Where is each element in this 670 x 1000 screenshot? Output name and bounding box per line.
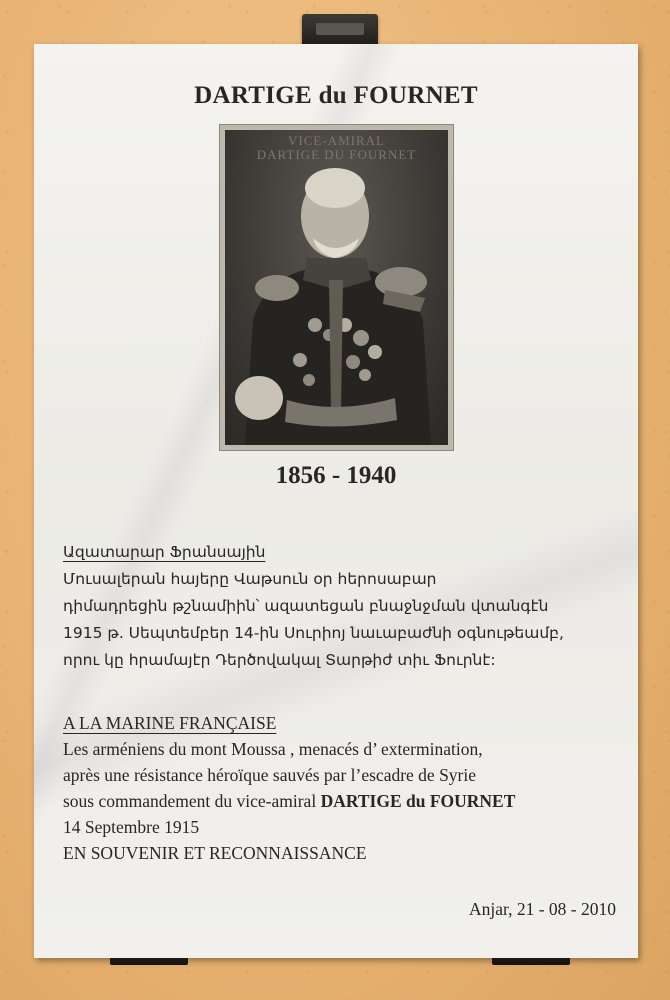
armenian-line-1: Մուսալերան հայերը Վաթսուն օր հերոսաբար — [63, 570, 437, 588]
armenian-line-3: 1915 թ. Սեպտեմբեր 14-ին Սուրիոյ նաւաբաժնի օգնութեամբ, — [63, 624, 564, 642]
memorial-plaque — [34, 44, 638, 958]
french-line-3 — [63, 788, 623, 814]
plaque-title: DARTIGE du FOURNET — [194, 82, 478, 109]
french-inscription — [63, 710, 623, 866]
french-line-4: 14 Septembre 1915 — [63, 817, 200, 837]
portrait-caption-line2: DARTIGE DU FOURNET — [256, 147, 417, 162]
portrait-figure — [225, 130, 448, 445]
life-dates: 1856 - 1940 — [275, 462, 397, 489]
french-heading: A LA MARINE FRANÇAISE — [63, 713, 277, 733]
place-date-signature: Anjar, 21 - 08 - 2010 — [468, 899, 616, 919]
armenian-inscription — [63, 539, 623, 674]
french-line-1: Les arméniens du mont Moussa , menacés d’ extermination, — [63, 739, 483, 759]
mounting-bracket-top — [302, 14, 378, 48]
admiral-portrait — [225, 130, 448, 445]
portrait-caption-line1: VICE-AMIRAL — [288, 133, 385, 148]
portrait-frame — [220, 125, 453, 450]
french-line-3-prefix: sous commandement du vice-amiral — [63, 791, 321, 811]
armenian-line-2: դիմադրեցին թշնամիին՝ ազատեցան բնաջնջման վտանգէն — [63, 597, 549, 615]
french-line-5: EN SOUVENIR ET RECONNAISSANCE — [63, 843, 367, 863]
french-line-2: après une résistance héroïque sauvés par l’escadre de Syrie — [63, 765, 477, 785]
french-line-3-name: DARTIGE du FOURNET — [320, 791, 516, 811]
armenian-heading: Ազատարար Ֆրանսային — [63, 543, 266, 561]
armenian-line-4: որու կը հրամայէր Դերծովակալ Տարթիժ տիւ Ֆուրնէ: — [63, 651, 496, 669]
